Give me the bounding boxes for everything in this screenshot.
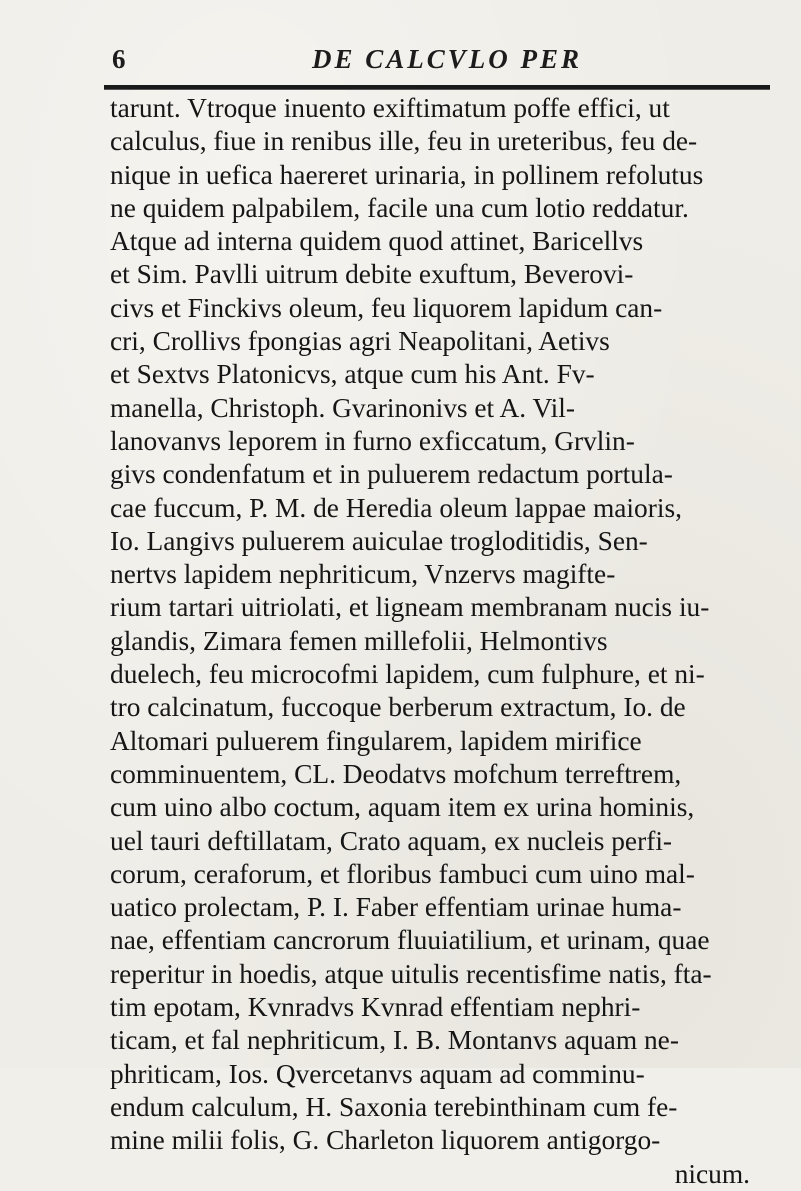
text-line: nique in uefica haereret urinaria, in pollinem refolutus [110, 159, 704, 190]
text-line: ticam, et fal nephriticum, I. B. Montanvs aquam ne- [110, 1025, 679, 1056]
text-line: cae fuccum, P. M. de Heredia oleum lappae maioris, [110, 492, 682, 523]
text-line: et Sim. Pavlli uitrum debite exuftum, Beverovi- [110, 259, 634, 290]
text-line: mine milii folis, G. Charleton liquorem antigorgo- [110, 1125, 661, 1156]
text-line: reperitur in hoedis, atque uitulis recentisfime natis, fta- [110, 958, 712, 989]
text-line: cum uino albo coctum, aquam item ex urina hominis, [110, 792, 695, 823]
text-line: tarunt. Vtroque inuento exiftimatum poffe effici, ut [110, 93, 670, 123]
text-line: Atque ad interna quidem quod attinet, Baricellvs [110, 226, 644, 257]
text-line: glandis, Zimara femen millefolii, Helmontivs [110, 625, 608, 656]
text-line: tro calcinatum, fuccoque berberum extractum, Io. de [110, 692, 686, 723]
text-line: civs et Finckivs oleum, feu liquorem lapidum can- [110, 292, 663, 323]
page-number: 6 [112, 44, 126, 74]
text-line: lanovanvs leporem in furno exficcatum, Grvlin- [110, 425, 635, 456]
text-line: tim epotam, Kvnradvs Kvnrad effentiam nephri- [110, 992, 641, 1023]
catchword-line: nicum. [674, 1158, 750, 1189]
header-rule [104, 85, 770, 90]
text-line: corum, ceraforum, et floribus fambuci cum uino mal- [110, 858, 695, 889]
text-line: nertvs lapidem nephriticum, Vnzervs magifte- [110, 559, 616, 590]
page-header [112, 44, 772, 78]
text-line: Altomari puluerem fingularem, lapidem mirifice [110, 725, 642, 756]
text-line: givs condenfatum et in puluerem redactum portula- [110, 459, 673, 490]
text-line: manella, Christoph. Gvarinonivs et A. Vil- [110, 392, 575, 423]
running-head: DE CALCVLO PER [312, 44, 583, 74]
text-line: ne quidem palpabilem, facile una cum lotio reddatur. [110, 192, 689, 223]
text-line: endum calculum, H. Saxonia terebinthinam cum fe- [110, 1091, 678, 1122]
text-line: comminuentem, CL. Deodatvs mofchum terreftrem, [110, 758, 682, 789]
text-line: calculus, fiue in renibus ille, feu in ureteribus, feu de- [110, 126, 698, 157]
text-line: cri, Crollivs fpongias agri Neapolitani, Aetivs [110, 326, 610, 357]
body-text [110, 92, 790, 1191]
text-line: Io. Langivs puluerem auiculae trogloditidis, Sen- [110, 525, 648, 556]
text-line: duelech, feu microcofmi lapidem, cum fulphure, et ni- [110, 659, 705, 690]
text-line: nae, effentiam cancrorum fluuiatilium, et urinam, quae [110, 925, 710, 956]
text-line: phriticam, Ios. Qvercetanvs aquam ad comminu- [110, 1058, 645, 1089]
text-line: rium tartari uitriolati, et ligneam membranam nucis iu- [110, 592, 710, 623]
text-line: uatico prolectam, P. I. Faber effentiam urinae huma- [110, 892, 682, 923]
text-line: uel tauri deftillatam, Crato aquam, ex nucleis perfi- [110, 825, 673, 856]
text-line: et Sextvs Platonicvs, atque cum his Ant. Fv- [110, 359, 595, 390]
